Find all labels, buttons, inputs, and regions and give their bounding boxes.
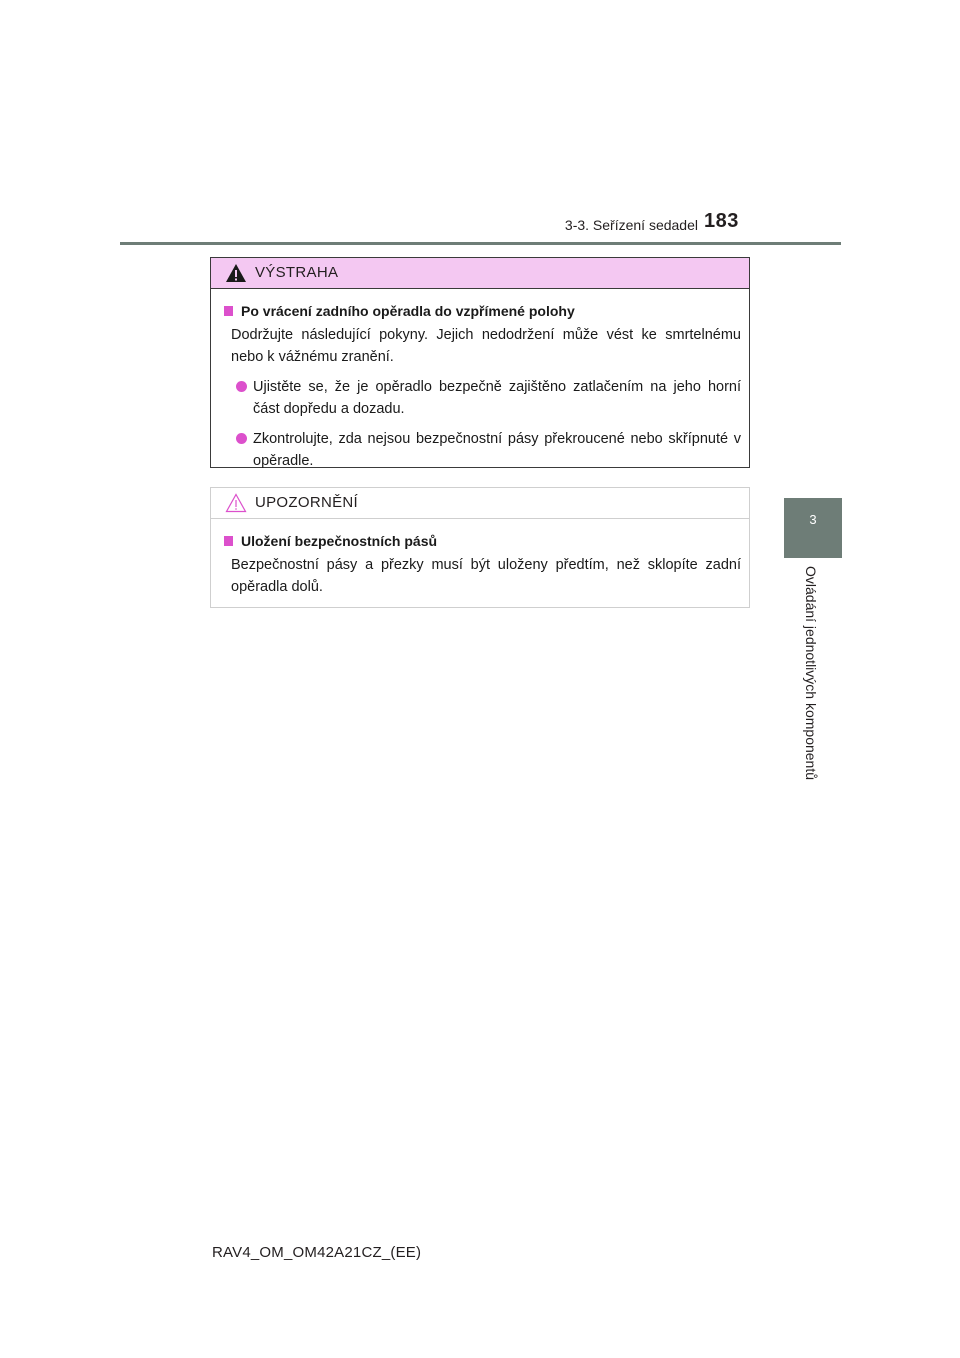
caution-heading	[224, 531, 741, 551]
page-number: 183	[704, 210, 739, 232]
caution-heading-text: Uložení bezpečnostních pásů	[241, 533, 438, 549]
header-rule	[120, 242, 841, 245]
chapter-label: Ovládání jednotlivých komponentů	[803, 566, 819, 781]
caution-header	[211, 488, 749, 519]
warning-header	[211, 258, 749, 289]
warning-bullet	[224, 428, 741, 472]
square-bullet-icon	[224, 306, 233, 316]
round-bullet-icon	[236, 433, 247, 444]
warning-box	[210, 257, 750, 468]
warning-bullet-text: Ujistěte se, že je opěradlo bezpečně zajištěno zatlačením na jeho horní část dopředu a dozadu.	[253, 379, 741, 417]
warning-heading-text: Po vrácení zadního opěradla do vzpřímené polohy	[241, 303, 575, 319]
chapter-number: 3	[809, 512, 817, 527]
warning-heading	[224, 301, 741, 321]
chapter-tab	[784, 498, 842, 558]
warning-bullet	[224, 376, 741, 420]
caution-text: Bezpečnostní pásy a přezky musí být uloženy předtím, než sklopíte zadní opěradla dolů.	[231, 557, 741, 595]
warning-bullet-text: Zkontrolujte, zda nejsou bezpečnostní pásy překroucené nebo skřípnuté v opěradle.	[253, 431, 741, 469]
section-title: 3-3. Seřízení sedadel	[564, 217, 698, 233]
warning-intro: Dodržujte následující pokyny. Jejich nedodržení může vést ke smrtelnému nebo k vážnému zranění.	[231, 327, 741, 365]
caution-triangle-icon	[225, 493, 247, 513]
warning-triangle-icon	[225, 263, 247, 283]
warning-title: VÝSTRAHA	[255, 264, 339, 281]
caution-title: UPOZORNĚNÍ	[255, 494, 359, 511]
caution-box	[210, 487, 750, 608]
square-bullet-icon	[224, 536, 233, 546]
round-bullet-icon	[236, 381, 247, 392]
document-code: RAV4_OM_OM42A21CZ_(EE)	[212, 1244, 422, 1261]
